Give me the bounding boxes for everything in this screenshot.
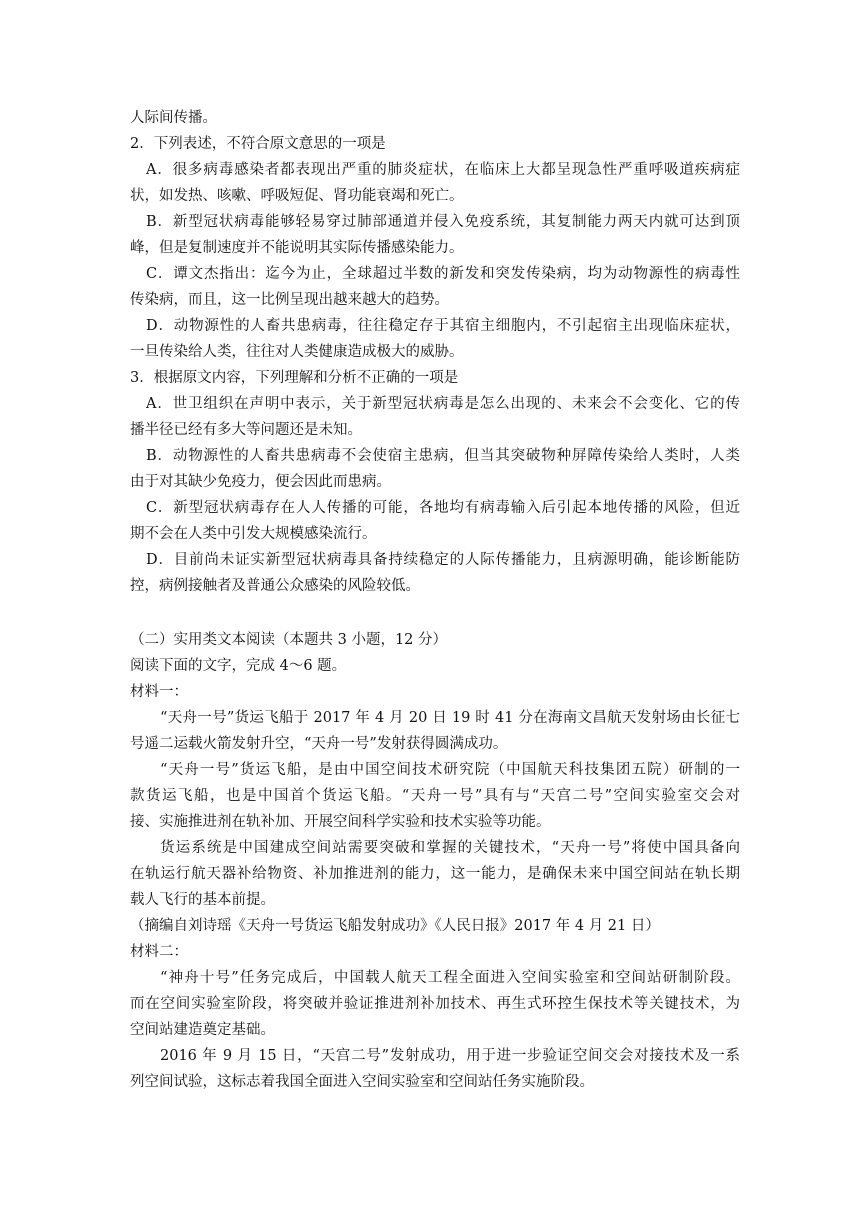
material-2-paragraph-cont: 而在空间实验室阶段，将突破并验证推进剂补加技术、再生式环控生保技术等关键技术，为 <box>130 996 740 1012</box>
q2-option-a: A．很多病毒感染者都表现出严重的肺炎症状，在临床上大都呈现急性严重呼吸道疾病症 <box>146 162 740 178</box>
reading-instruction: 阅读下面的文字，完成 4～6 题。 <box>130 658 347 674</box>
material-1-label: 材料一： <box>130 684 188 700</box>
q3-option-a: A．世卫组织在声明中表示，关于新型冠状病毒是怎么出现的、未来会不会变化、它的传 <box>146 396 740 412</box>
material-2-paragraph-cont: 列空间试验，这标志着我国全面进入空间实验室和空间站任务实施阶段。 <box>130 1074 594 1090</box>
q3-option-a-cont: 播半径已经有多大等问题还是未知。 <box>130 422 362 438</box>
q2-option-b: B．新型冠状病毒能够轻易穿过肺部通道并侵入免疫系统，其复制能力两天内就可达到顶 <box>146 214 740 230</box>
q2-option-a-cont: 状，如发热、咳嗽、呼吸短促、肾功能衰竭和死亡。 <box>130 188 464 204</box>
material-1-source: （摘编自刘诗瑶《天舟一号货运飞船发射成功》《人民日报》2017 年 4 月 21 日） <box>130 918 660 934</box>
material-2-paragraph-cont: 空间站建造奠定基础。 <box>130 1022 275 1038</box>
q3-option-b: B．动物源性的人畜共患病毒不会使宿主患病，但当其突破物种屏障传染给人类时，人类 <box>146 448 740 464</box>
material-1-paragraph-cont: 款货运飞船，也是中国首个货运飞船。“天舟一号”具有与“天宫二号”空间实验室交会对 <box>130 788 740 804</box>
material-1-paragraph: 货运系统是中国建成空间站需要突破和掌握的关键技术，“天舟一号”将使中国具备向 <box>160 840 740 856</box>
q2-option-d-cont: 一旦传染给人类，往往对人类健康造成极大的威胁。 <box>130 344 464 360</box>
material-2-paragraph: “神舟十号”任务完成后，中国载人航天工程全面进入空间实验室和空间站研制阶段。 <box>160 970 740 986</box>
q3-option-c-cont: 期不会在人类中引发大规模感染流行。 <box>130 526 377 542</box>
q3-option-d-cont: 控，病例接触者及普通公众感染的风险较低。 <box>130 578 420 594</box>
material-1-paragraph-cont: 在轨运行航天器补给物资、补加推进剂的能力，这一能力，是确保未来中国空间站在轨长期 <box>130 866 740 882</box>
material-2-paragraph: 2016 年 9 月 15 日，“天宫二号”发射成功，用于进一步验证空间交会对接技术及一系 <box>160 1048 740 1064</box>
material-1-paragraph-cont: 号遥二运载火箭发射升空，“天舟一号”发射获得圆满成功。 <box>130 736 508 752</box>
q2-option-d: D．动物源性的人畜共患病毒，往往稳定存于其宿主细胞内，不引起宿主出现临床症状， <box>146 318 740 334</box>
q2-option-c-cont: 传染病，而且，这一比例呈现出越来越大的趋势。 <box>130 292 449 308</box>
q2-option-c: C．谭文杰指出：迄今为止，全球超过半数的新发和突发传染病，均为动物源性的病毒性 <box>146 266 740 282</box>
material-2-label: 材料二： <box>130 944 188 960</box>
q3-option-b-cont: 由于对其缺少免疫力，便会因此而患病。 <box>130 474 391 490</box>
material-1-paragraph-cont: 载人飞行的基本前提。 <box>130 892 275 908</box>
text-line: 人际间传播。 <box>130 110 217 126</box>
material-1-paragraph: “天舟一号”货运飞船，是由中国空间技术研究院（中国航天科技集团五院）研制的一 <box>160 762 740 778</box>
q2-option-b-cont: 峰，但是复制速度并不能说明其实际传播感染能力。 <box>130 240 464 256</box>
section-heading: （二）实用类文本阅读（本题共 3 小题，12 分） <box>130 632 448 648</box>
material-1-paragraph-cont: 接、实施推进剂在轨补加、开展空间科学实验和技术实验等功能。 <box>130 814 551 830</box>
question-2-stem: 2．下列表述，不符合原文意思的一项是 <box>130 136 386 152</box>
q3-option-c: C．新型冠状病毒存在人人传播的可能，各地均有病毒输入后引起本地传播的风险，但近 <box>146 500 740 516</box>
material-1-paragraph: “天舟一号”货运飞船于 2017 年 4 月 20 日 19 时 41 分在海南文昌航天发射场由长征七 <box>160 710 740 726</box>
q3-option-d: D．目前尚未证实新型冠状病毒具备持续稳定的人际传播能力，且病源明确，能诊断能防 <box>146 552 740 568</box>
question-3-stem: 3．根据原文内容，下列理解和分析不正确的一项是 <box>130 370 459 386</box>
